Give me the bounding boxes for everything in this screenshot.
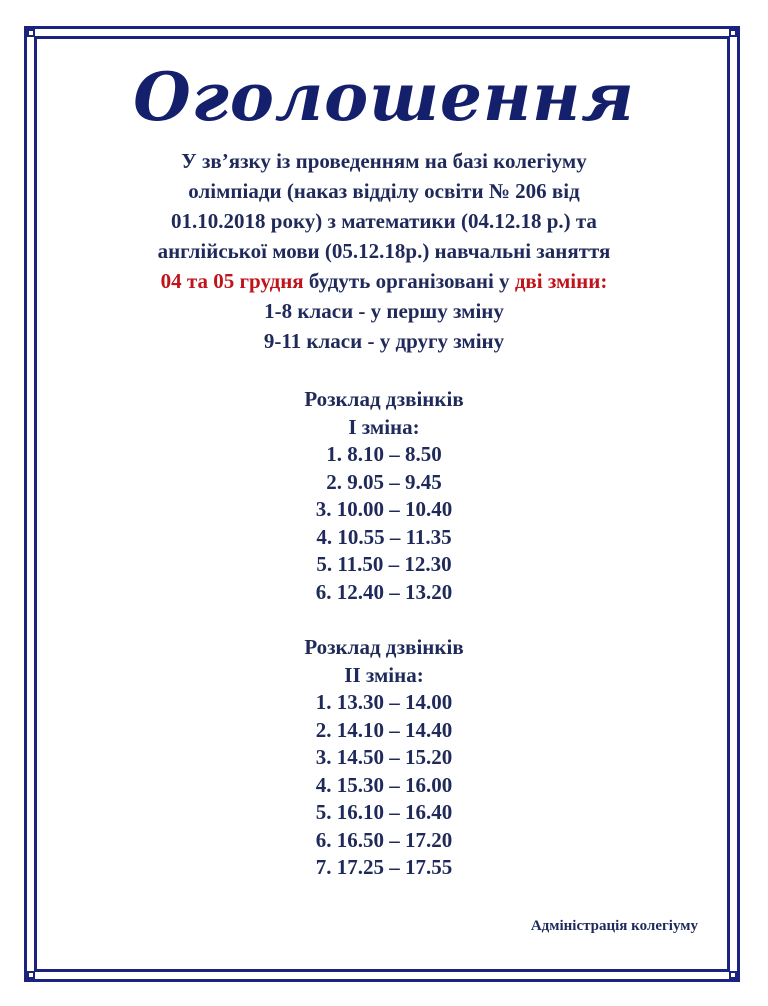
list-item: 6. 12.40 – 13.20 bbox=[315, 579, 453, 604]
list-item: 4. 15.30 – 16.00 bbox=[315, 772, 453, 797]
bell-list bbox=[40, 441, 728, 606]
intro-line-4: англійської мови (05.12.18р.) навчальні заняття bbox=[157, 239, 611, 263]
list-item: 7. 17.25 – 17.55 bbox=[315, 855, 453, 879]
intro-line-7: 9-11 класи - у другу зміну bbox=[263, 329, 505, 353]
intro-line-1: У зв’язку із проведенням на базі колегіуму bbox=[181, 149, 587, 173]
signature: Адміністрація колегіуму bbox=[530, 918, 698, 934]
list-item: 6. 16.50 – 17.20 bbox=[315, 827, 453, 852]
frame-corner-top-left bbox=[27, 29, 35, 37]
highlight-two-shifts: дві зміни: bbox=[514, 269, 608, 293]
frame-corner-bottom-right bbox=[729, 971, 737, 979]
page-title: Оголошення bbox=[133, 58, 635, 136]
list-item: 4. 10.55 – 11.35 bbox=[316, 524, 452, 549]
shift-label: ІІ зміна: bbox=[344, 662, 424, 687]
intro-line-5 bbox=[40, 266, 728, 296]
list-item: 2. 14.10 – 14.40 bbox=[315, 717, 453, 742]
highlight-dates: 04 та 05 грудня bbox=[160, 269, 304, 293]
schedule-second-shift bbox=[40, 634, 728, 882]
list-item: 2. 9.05 – 9.45 bbox=[326, 469, 442, 494]
list-item: 1. 8.10 – 8.50 bbox=[326, 442, 442, 466]
frame-corner-bottom-left bbox=[27, 971, 35, 979]
schedule-heading: Розклад дзвінків bbox=[304, 387, 464, 411]
intro-line-6: 1-8 класи - у першу зміну bbox=[264, 299, 504, 323]
list-item: 3. 14.50 – 15.20 bbox=[315, 745, 453, 769]
shift-label: І зміна: bbox=[348, 414, 420, 439]
intro-line-3: 01.10.2018 року) з математики (04.12.18 р.) та bbox=[171, 209, 597, 233]
intro-line-5-middle: будуть організовані у bbox=[303, 269, 515, 293]
list-item: 5. 11.50 – 12.30 bbox=[316, 552, 452, 576]
schedule-heading: Розклад дзвінків bbox=[304, 635, 464, 659]
list-item: 5. 16.10 – 16.40 bbox=[315, 800, 453, 824]
frame-corner-top-right bbox=[729, 29, 737, 37]
intro-line-2: олімпіади (наказ відділу освіти № 206 від bbox=[188, 179, 580, 203]
announcement-page bbox=[40, 40, 728, 970]
list-item: 1. 13.30 – 14.00 bbox=[315, 690, 453, 714]
bell-list bbox=[40, 689, 728, 882]
announcement-intro bbox=[40, 146, 728, 356]
list-item: 3. 10.00 – 10.40 bbox=[315, 497, 453, 521]
schedule-first-shift bbox=[40, 386, 728, 606]
